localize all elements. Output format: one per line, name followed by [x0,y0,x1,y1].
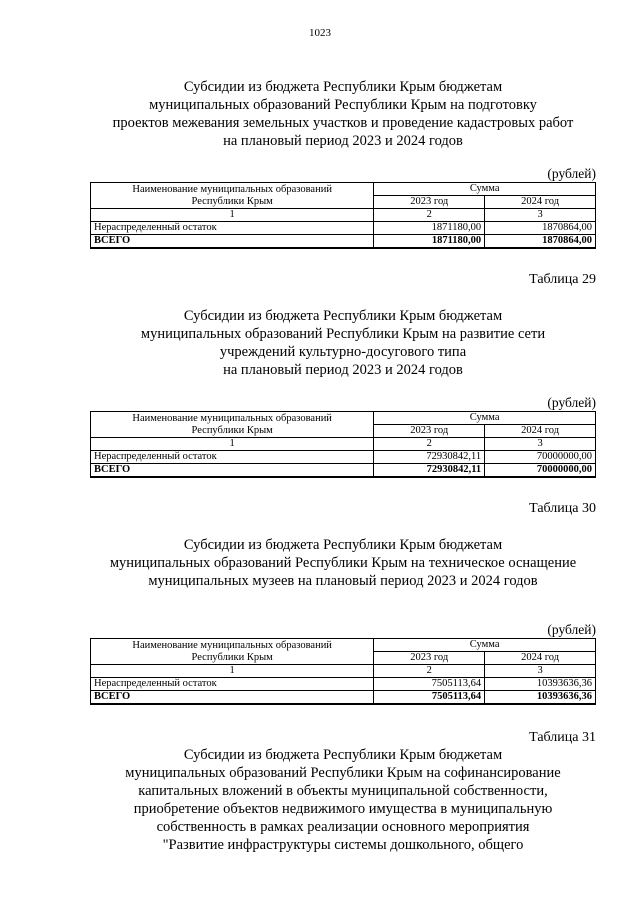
header-sum: Сумма [374,412,596,425]
subsidy-table [90,411,596,478]
total-value-2023: 72930842,11 [374,464,485,478]
title-line: муниципальных образований Республики Крым на подготовку [149,97,537,113]
table-row [91,678,596,691]
header-year-2023: 2023 год [374,652,485,665]
title-line: "Развитие инфраструктуры системы дошкольного, общего [162,837,524,853]
units-label: (рублей) [547,166,596,181]
index-cell: 2 [374,209,485,222]
subsidy-table [90,638,596,705]
row-value-2024: 70000000,00 [485,451,596,464]
row-value-2023: 72930842,11 [374,451,485,464]
page-number: 1023 [309,27,331,39]
header-year-2024: 2024 год [485,425,596,438]
index-cell: 1 [91,438,374,451]
title-line: Субсидии из бюджета Республики Крым бюджетам [183,537,503,553]
index-cell: 3 [485,209,596,222]
section-title [90,307,596,379]
title-line: собственность в рамках реализации основного мероприятия [156,819,530,835]
header-name-cell [91,183,374,209]
header-year-2023: 2023 год [374,425,485,438]
title-line: Субсидии из бюджета Республики Крым бюджетам [183,79,503,95]
title-line: учреждений культурно-досугового типа [219,344,467,360]
index-cell: 3 [485,665,596,678]
header-name-line1: Наименование муниципальных образований [132,412,332,424]
section-title [90,78,596,150]
header-year-2023: 2023 год [374,196,485,209]
total-value-2024: 1870864,00 [485,235,596,249]
row-value-2024: 10393636,36 [485,678,596,691]
total-row [91,464,596,478]
header-name-line1: Наименование муниципальных образований [132,183,332,195]
header-sum: Сумма [374,183,596,196]
total-value-2023: 1871180,00 [374,235,485,249]
row-value-2024: 1870864,00 [485,222,596,235]
title-line: муниципальных образований Республики Крым на софинансирование [125,765,561,781]
units-label: (рублей) [547,622,596,637]
section-title [90,536,596,590]
total-name: ВСЕГО [91,691,374,705]
subsidy-table [90,182,596,249]
table-row [91,451,596,464]
title-line: Субсидии из бюджета Республики Крым бюджетам [183,747,503,763]
index-cell: 1 [91,209,374,222]
index-cell: 3 [485,438,596,451]
title-line: проектов межевания земельных участков и проведение кадастровых работ [112,115,574,131]
title-line: приобретение объектов недвижимого имущества в муниципальную [133,801,553,817]
title-line: Субсидии из бюджета Республики Крым бюджетам [183,308,503,324]
row-name: Нераспределенный остаток [91,222,374,235]
index-cell: 2 [374,438,485,451]
header-name-line2: Республики Крым [191,195,273,207]
total-row [91,691,596,705]
header-name-line1: Наименование муниципальных образований [132,639,332,651]
header-name-line2: Республики Крым [191,651,273,663]
header-sum: Сумма [374,639,596,652]
header-name-cell [91,639,374,665]
title-line: на плановый период 2023 и 2024 годов [223,362,463,378]
row-value-2023: 7505113,64 [374,678,485,691]
header-year-2024: 2024 год [485,652,596,665]
title-line: муниципальных музеев на плановый период 2023 и 2024 годов [148,573,538,589]
total-value-2023: 7505113,64 [374,691,485,705]
index-cell: 2 [374,665,485,678]
header-name-cell [91,412,374,438]
title-line: муниципальных образований Республики Крым на развитие сети [140,326,546,342]
row-name: Нераспределенный остаток [91,451,374,464]
units-label: (рублей) [547,395,596,410]
header-name-line2: Республики Крым [191,424,273,436]
title-line: на плановый период 2023 и 2024 годов [223,133,463,149]
total-value-2024: 70000000,00 [485,464,596,478]
total-value-2024: 10393636,36 [485,691,596,705]
table-label: Таблица 31 [529,730,596,745]
total-name: ВСЕГО [91,464,374,478]
section-title [90,746,596,854]
table-label: Таблица 29 [529,272,596,287]
title-line: муниципальных образований Республики Крым на техническое оснащение [109,555,577,571]
index-cell: 1 [91,665,374,678]
row-value-2023: 1871180,00 [374,222,485,235]
row-name: Нераспределенный остаток [91,678,374,691]
title-line: капитальных вложений в объекты муниципальной собственности, [138,783,548,799]
total-name: ВСЕГО [91,235,374,249]
table-label: Таблица 30 [529,501,596,516]
total-row [91,235,596,249]
header-year-2024: 2024 год [485,196,596,209]
table-row [91,222,596,235]
